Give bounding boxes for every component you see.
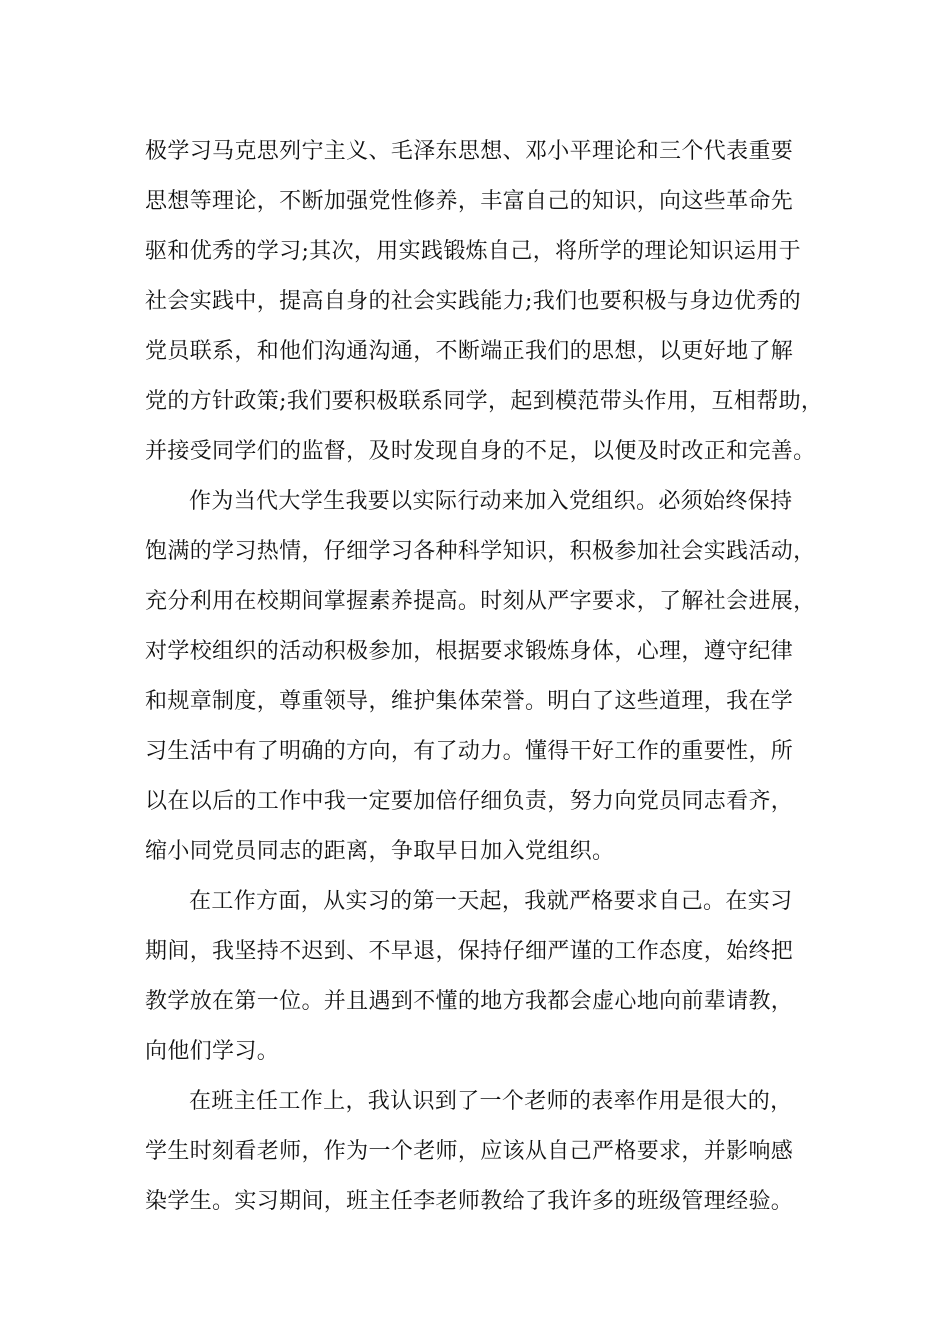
text-line: 学生时刻看老师，作为一个老师，应该从自己严格要求，并影响感: [145, 1139, 794, 1164]
text-line: 向他们学习。: [145, 1039, 280, 1064]
text-line: 在工作方面，从实习的第一天起，我就严格要求自己。在实习: [189, 889, 793, 914]
text-line: 饱满的学习热情，仔细学习各种科学知识，积极参加社会实践活动，: [145, 539, 816, 564]
text-line: 染学生。实习期间，班主任李老师教给了我许多的班级管理经验。: [145, 1189, 794, 1214]
text-line: 教学放在第一位。并且遇到不懂的地方我都会虚心地向前辈请教，: [145, 989, 794, 1014]
text-line: 期间，我坚持不迟到、不早退，保持仔细严谨的工作态度，始终把: [145, 939, 794, 964]
text-line: 习生活中有了明确的方向，有了动力。懂得干好工作的重要性，所: [145, 739, 794, 764]
text-line: 在班主任工作上，我认识到了一个老师的表率作用是很大的，: [189, 1089, 793, 1114]
body-text: [145, 130, 835, 1230]
text-line: 驱和优秀的学习;其次，用实践锻炼自己，将所学的理论知识运用于: [145, 239, 801, 264]
text-line: 社会实践中，提高自身的社会实践能力;我们也要积极与身边优秀的: [145, 289, 801, 314]
text-line: 作为当代大学生我要以实际行动来加入党组织。必须始终保持: [189, 489, 793, 514]
text-line: 极学习马克思列宁主义、毛泽东思想、邓小平理论和三个代表重要: [145, 139, 794, 164]
text-line: 对学校组织的活动积极参加，根据要求锻炼身体，心理，遵守纪律: [145, 639, 794, 664]
text-line: 和规章制度，尊重领导，维护集体荣誉。明白了这些道理，我在学: [145, 689, 794, 714]
text-line: 党员联系，和他们沟通沟通，不断端正我们的思想，以更好地了解: [145, 339, 794, 364]
text-line: 党的方针政策;我们要积极联系同学，起到模范带头作用，互相帮助，: [145, 389, 824, 414]
text-line: 思想等理论，不断加强党性修养，丰富自己的知识，向这些革命先: [145, 189, 794, 214]
text-line: 并接受同学们的监督，及时发现自身的不足，以便及时改正和完善。: [145, 439, 816, 464]
text-line: 缩小同党员同志的距离，争取早日加入党组织。: [145, 839, 615, 864]
text-line: 以在以后的工作中我一定要加倍仔细负责，努力向党员同志看齐，: [145, 789, 794, 814]
text-line: 充分利用在校期间掌握素养提高。时刻从严字要求，了解社会进展，: [145, 589, 816, 614]
